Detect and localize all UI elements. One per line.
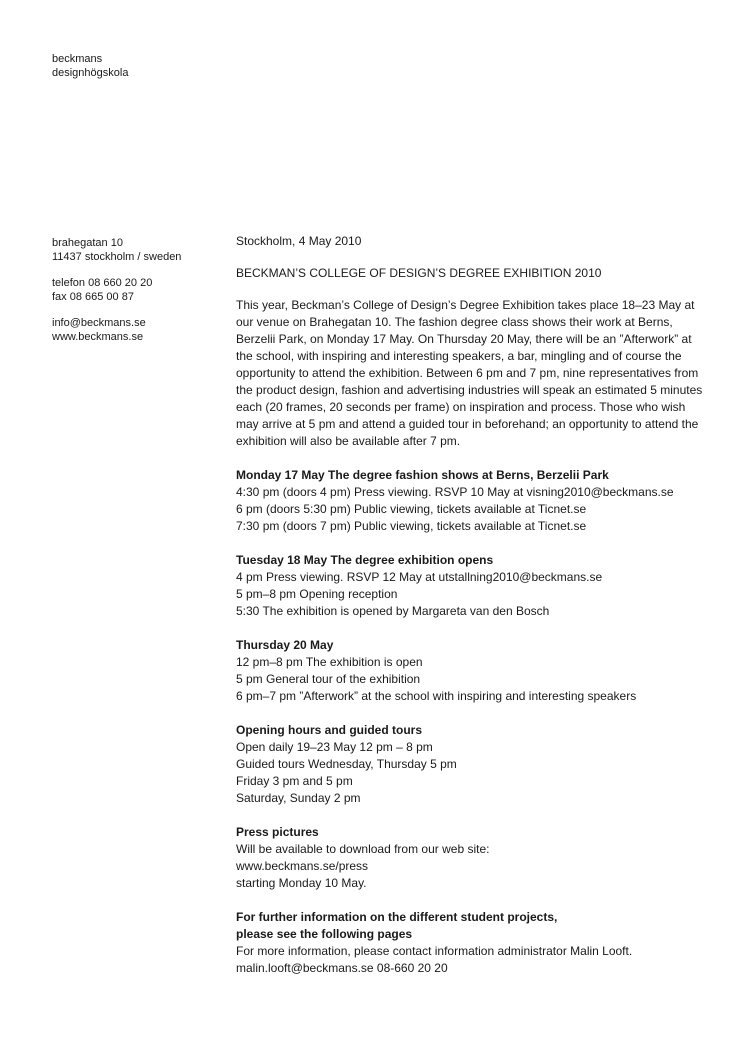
- web-block: [52, 316, 181, 344]
- closing-title-line-1: For further information on the different student projects,: [236, 910, 558, 924]
- phone-number: telefon 08 660 20 20: [52, 277, 153, 289]
- section-monday: [236, 467, 706, 535]
- section-line: starting Monday 10 May.: [236, 876, 367, 890]
- section-line: Friday 3 pm and 5 pm: [236, 774, 353, 788]
- section-line: 4:30 pm (doors 4 pm) Press viewing. RSVP 10 May at visning2010@beckmans.se: [236, 485, 674, 499]
- letter-date: Stockholm, 4 May 2010: [236, 234, 362, 248]
- section-line: Guided tours Wednesday, Thursday 5 pm: [236, 757, 457, 771]
- section-title: Monday 17 May The degree fashion shows at Berns, Berzelii Park: [236, 468, 609, 482]
- contact-line: For more information, please contact information administrator Malin Looft.: [236, 944, 633, 958]
- section-line: Will be available to download from our web site:: [236, 842, 490, 856]
- section-line: 6 pm (doors 5:30 pm) Public viewing, tickets available at Ticnet.se: [236, 502, 587, 516]
- section-title: Opening hours and guided tours: [236, 723, 422, 737]
- section-line: 5 pm General tour of the exhibition: [236, 672, 421, 686]
- phone-block: [52, 276, 181, 304]
- fax-number: fax 08 665 00 87: [52, 291, 134, 303]
- section-line: Open daily 19–23 May 12 pm – 8 pm: [236, 740, 433, 754]
- section-opening-hours: [236, 722, 706, 807]
- intro-paragraph: This year, Beckman’s College of Design’s Degree Exhibition takes place 18–23 May at our venue on Brahegatan 10. The fashion degree class shows their work at Berns, Berzelii Park, on Monday 17 May. On Thursday 20 May, there will be an ”Afterwork” at the school, with inspiring and interesting speakers, a bar, mingling and of course the opportunity to attend the exhibition. Between 6 pm and 7 pm, nine representatives from the product design, fashion and advertising industries will speak an estimated 5 minutes each (20 frames, 20 seconds per frame) on inspiration and process. Those who wish may arrive at 5 pm and attend a guided tour in beforehand; an opportunity to attend the exhibition will also be available after 7 pm.: [236, 298, 703, 448]
- logo-line-2: designhögskola: [52, 67, 129, 79]
- section-line: 12 pm–8 pm The exhibition is open: [236, 655, 423, 669]
- section-title: Tuesday 18 May The degree exhibition opens: [236, 553, 494, 567]
- closing-title-line-2: please see the following pages: [236, 927, 413, 941]
- section-press-pictures: [236, 824, 706, 892]
- address-street: brahegatan 10: [52, 237, 123, 249]
- website-link[interactable]: www.beckmans.se: [52, 331, 144, 343]
- logo: [52, 52, 128, 80]
- email-link[interactable]: info@beckmans.se: [52, 317, 146, 329]
- section-title: Press pictures: [236, 825, 319, 839]
- address-block: [52, 236, 181, 264]
- logo-line-1: beckmans: [52, 53, 103, 65]
- section-line: 5:30 The exhibition is opened by Margareta van den Bosch: [236, 604, 550, 618]
- section-closing: [236, 909, 706, 977]
- press-link[interactable]: www.beckmans.se/press: [236, 859, 369, 873]
- section-line: 6 pm–7 pm ”Afterwork” at the school with inspiring and interesting speakers: [236, 689, 637, 703]
- section-title: Thursday 20 May: [236, 638, 334, 652]
- section-tuesday: [236, 552, 706, 620]
- contact-email[interactable]: malin.looft@beckmans.se 08-660 20 20: [236, 961, 448, 975]
- section-line: Saturday, Sunday 2 pm: [236, 791, 361, 805]
- contact-sidebar: [52, 236, 181, 356]
- section-line: 5 pm–8 pm Opening reception: [236, 587, 398, 601]
- section-line: 7:30 pm (doors 7 pm) Public viewing, tickets available at Ticnet.se: [236, 519, 587, 533]
- letter-heading: BECKMAN’S COLLEGE OF DESIGN’S DEGREE EXHIBITION 2010: [236, 266, 602, 280]
- letter-body: [236, 233, 706, 994]
- address-city: 11437 stockholm / sweden: [52, 251, 182, 263]
- section-thursday: [236, 637, 706, 705]
- section-line: 4 pm Press viewing. RSVP 12 May at utstallning2010@beckmans.se: [236, 570, 603, 584]
